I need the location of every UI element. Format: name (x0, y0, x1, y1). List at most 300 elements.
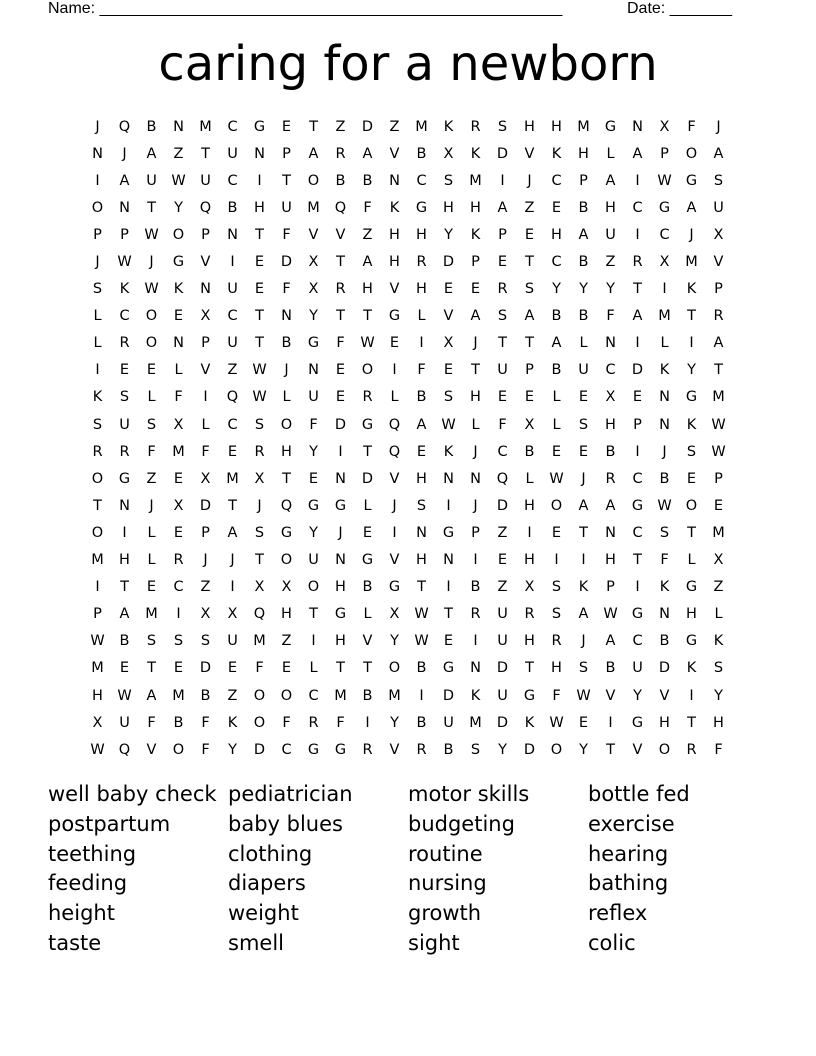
grid-letter[interactable]: J (257, 497, 262, 514)
grid-letter[interactable]: N (92, 145, 103, 162)
grid-letter[interactable]: I (176, 606, 181, 623)
grid-letter[interactable]: I (635, 226, 640, 243)
grid-letter[interactable]: X (200, 308, 211, 325)
grid-letter[interactable]: I (635, 335, 640, 352)
grid-letter[interactable]: M (577, 118, 590, 135)
grid-letter[interactable]: P (606, 579, 615, 596)
grid-letter[interactable]: X (443, 335, 454, 352)
grid-letter[interactable]: A (632, 308, 643, 325)
grid-letter[interactable]: Y (579, 281, 588, 298)
grid-letter[interactable]: G (307, 335, 320, 352)
grid-letter[interactable]: P (201, 335, 210, 352)
grid-letter[interactable]: E (119, 660, 130, 677)
grid-letter[interactable]: G (361, 416, 374, 433)
grid-letter[interactable]: U (308, 552, 319, 569)
grid-letter[interactable]: E (497, 254, 508, 271)
grid-letter[interactable]: T (687, 524, 696, 541)
grid-letter[interactable]: C (281, 741, 292, 758)
grid-letter[interactable]: F (255, 660, 264, 677)
grid-letter[interactable]: U (632, 660, 643, 677)
grid-letter[interactable]: F (282, 281, 291, 298)
grid-letter[interactable]: M (685, 254, 698, 271)
grid-letter[interactable]: K (551, 145, 562, 162)
grid-letter[interactable]: T (255, 308, 264, 325)
grid-letter[interactable]: L (390, 389, 399, 406)
grid-letter[interactable]: V (389, 281, 400, 298)
grid-letter[interactable]: X (92, 714, 103, 731)
grid-letter[interactable]: M (91, 552, 104, 569)
grid-letter[interactable]: C (497, 443, 508, 460)
grid-letter[interactable]: E (254, 281, 265, 298)
grid-letter[interactable]: L (201, 416, 210, 433)
grid-letter[interactable]: F (282, 714, 291, 731)
grid-letter[interactable]: W (549, 470, 564, 487)
grid-letter[interactable]: W (711, 416, 726, 433)
grid-letter[interactable]: T (606, 741, 615, 758)
grid-letter[interactable]: X (308, 254, 319, 271)
grid-letter[interactable]: L (147, 552, 156, 569)
grid-letter[interactable]: F (552, 687, 561, 704)
grid-letter[interactable]: X (659, 118, 670, 135)
grid-letter[interactable]: E (254, 254, 265, 271)
grid-letter[interactable]: B (578, 254, 589, 271)
grid-letter[interactable]: W (360, 335, 375, 352)
grid-letter[interactable]: O (550, 497, 563, 514)
grid-letter[interactable]: S (578, 416, 589, 433)
grid-letter[interactable]: O (91, 199, 104, 216)
grid-letter[interactable]: H (389, 226, 400, 243)
grid-letter[interactable]: H (686, 606, 697, 623)
grid-letter[interactable]: I (446, 579, 451, 596)
grid-letter[interactable]: K (92, 389, 103, 406)
grid-letter[interactable]: R (335, 281, 346, 298)
grid-letter[interactable]: Z (200, 579, 211, 596)
grid-letter[interactable]: B (551, 362, 562, 379)
grid-letter[interactable]: N (659, 389, 670, 406)
grid-letter[interactable]: P (282, 145, 291, 162)
grid-letter[interactable]: I (689, 335, 694, 352)
grid-letter[interactable]: T (309, 606, 318, 623)
grid-letter[interactable]: V (389, 552, 400, 569)
grid-letter[interactable]: H (119, 552, 130, 569)
grid-letter[interactable]: S (524, 281, 535, 298)
grid-letter[interactable]: X (524, 416, 535, 433)
grid-letter[interactable]: D (496, 714, 509, 731)
grid-letter[interactable]: H (470, 389, 481, 406)
grid-letter[interactable]: J (716, 118, 721, 135)
grid-letter[interactable]: K (443, 118, 454, 135)
grid-letter[interactable]: W (549, 714, 564, 731)
grid-letter[interactable]: S (119, 389, 130, 406)
grid-letter[interactable]: T (525, 254, 534, 271)
grid-letter[interactable]: N (173, 335, 184, 352)
grid-letter[interactable]: O (145, 308, 158, 325)
grid-letter[interactable]: D (361, 470, 374, 487)
grid-letter[interactable]: E (443, 362, 454, 379)
grid-letter[interactable]: E (335, 362, 346, 379)
grid-letter[interactable]: I (392, 362, 397, 379)
grid-letter[interactable]: G (631, 606, 644, 623)
grid-letter[interactable]: B (200, 687, 211, 704)
grid-letter[interactable]: Z (281, 633, 292, 650)
grid-letter[interactable]: R (173, 552, 184, 569)
grid-letter[interactable]: S (173, 633, 184, 650)
grid-letter[interactable]: C (632, 633, 643, 650)
grid-letter[interactable]: S (497, 118, 508, 135)
grid-letter[interactable]: T (363, 443, 372, 460)
grid-letter[interactable]: E (119, 362, 130, 379)
grid-letter[interactable]: A (497, 199, 508, 216)
grid-letter[interactable]: I (338, 443, 343, 460)
grid-letter[interactable]: O (550, 741, 563, 758)
grid-letter[interactable]: H (524, 633, 535, 650)
grid-letter[interactable]: F (336, 714, 345, 731)
grid-letter[interactable]: B (119, 633, 130, 650)
grid-letter[interactable]: V (389, 145, 400, 162)
grid-letter[interactable]: J (392, 497, 397, 514)
grid-letter[interactable]: H (335, 579, 346, 596)
grid-letter[interactable]: T (147, 199, 156, 216)
grid-letter[interactable]: I (365, 714, 370, 731)
grid-letter[interactable]: L (147, 524, 156, 541)
grid-letter[interactable]: E (281, 660, 292, 677)
grid-letter[interactable]: O (253, 714, 266, 731)
grid-letter[interactable]: J (230, 552, 235, 569)
grid-letter[interactable]: O (307, 579, 320, 596)
grid-letter[interactable]: W (90, 741, 105, 758)
grid-letter[interactable]: X (254, 470, 265, 487)
grid-letter[interactable]: F (309, 416, 318, 433)
grid-letter[interactable]: V (335, 226, 346, 243)
grid-letter[interactable]: R (470, 606, 481, 623)
grid-letter[interactable]: Z (335, 118, 346, 135)
grid-letter[interactable]: G (388, 308, 401, 325)
grid-letter[interactable]: E (227, 660, 238, 677)
grid-letter[interactable]: Q (118, 118, 131, 135)
grid-letter[interactable]: R (119, 443, 130, 460)
grid-letter[interactable]: X (605, 389, 616, 406)
grid-letter[interactable]: V (146, 741, 157, 758)
grid-letter[interactable]: K (713, 633, 724, 650)
grid-letter[interactable]: E (173, 308, 184, 325)
grid-letter[interactable]: I (95, 362, 100, 379)
grid-letter[interactable]: E (578, 714, 589, 731)
grid-letter[interactable]: X (281, 579, 292, 596)
grid-letter[interactable]: L (714, 606, 723, 623)
grid-letter[interactable]: E (416, 443, 427, 460)
grid-letter[interactable]: B (416, 714, 427, 731)
grid-letter[interactable]: S (443, 172, 454, 189)
grid-letter[interactable]: L (687, 552, 696, 569)
grid-letter[interactable]: O (253, 687, 266, 704)
grid-letter[interactable]: Z (227, 362, 238, 379)
grid-letter[interactable]: T (579, 524, 588, 541)
grid-letter[interactable]: C (227, 308, 238, 325)
grid-letter[interactable]: Z (605, 254, 616, 271)
grid-letter[interactable]: A (605, 172, 616, 189)
grid-letter[interactable]: B (416, 660, 427, 677)
name-field-label[interactable]: Name: ____________________________________________________ (48, 0, 563, 17)
grid-letter[interactable]: Z (362, 226, 373, 243)
grid-letter[interactable]: L (309, 660, 318, 677)
grid-letter[interactable]: D (442, 254, 455, 271)
grid-letter[interactable]: T (282, 172, 291, 189)
grid-letter[interactable]: E (497, 389, 508, 406)
grid-letter[interactable]: I (473, 633, 478, 650)
grid-letter[interactable]: H (551, 118, 562, 135)
grid-letter[interactable]: O (658, 741, 671, 758)
grid-letter[interactable]: G (685, 172, 698, 189)
grid-letter[interactable]: G (631, 497, 644, 514)
grid-letter[interactable]: X (200, 470, 211, 487)
grid-letter[interactable]: K (389, 199, 400, 216)
grid-letter[interactable]: T (471, 362, 480, 379)
grid-letter[interactable]: H (578, 145, 589, 162)
grid-letter[interactable]: J (95, 254, 100, 271)
grid-letter[interactable]: K (119, 281, 130, 298)
grid-letter[interactable]: U (200, 172, 211, 189)
grid-letter[interactable]: A (551, 335, 562, 352)
grid-letter[interactable]: U (146, 172, 157, 189)
grid-letter[interactable]: A (605, 633, 616, 650)
grid-letter[interactable]: P (93, 606, 102, 623)
grid-letter[interactable]: L (93, 308, 102, 325)
grid-letter[interactable]: N (605, 524, 616, 541)
grid-letter[interactable]: S (146, 633, 157, 650)
grid-letter[interactable]: E (551, 524, 562, 541)
grid-letter[interactable]: E (497, 552, 508, 569)
grid-letter[interactable]: B (470, 579, 481, 596)
grid-letter[interactable]: H (416, 281, 427, 298)
grid-letter[interactable]: V (200, 254, 211, 271)
grid-letter[interactable]: K (659, 579, 670, 596)
grid-letter[interactable]: J (527, 172, 532, 189)
grid-letter[interactable]: T (633, 552, 642, 569)
grid-letter[interactable]: V (200, 362, 211, 379)
grid-letter[interactable]: G (685, 633, 698, 650)
grid-letter[interactable]: N (254, 145, 265, 162)
grid-letter[interactable]: A (119, 172, 130, 189)
grid-letter[interactable]: I (392, 524, 397, 541)
grid-letter[interactable]: H (713, 714, 724, 731)
grid-letter[interactable]: B (551, 308, 562, 325)
grid-letter[interactable]: B (416, 389, 427, 406)
grid-letter[interactable]: A (605, 497, 616, 514)
grid-letter[interactable]: D (199, 660, 212, 677)
grid-letter[interactable]: J (662, 443, 667, 460)
grid-letter[interactable]: V (605, 687, 616, 704)
grid-letter[interactable]: L (660, 335, 669, 352)
grid-letter[interactable]: K (524, 714, 535, 731)
grid-letter[interactable]: G (523, 687, 536, 704)
grid-letter[interactable]: N (173, 118, 184, 135)
grid-letter[interactable]: V (713, 254, 724, 271)
grid-letter[interactable]: P (498, 226, 507, 243)
grid-letter[interactable]: I (95, 579, 100, 596)
grid-letter[interactable]: T (309, 118, 318, 135)
grid-letter[interactable]: W (414, 606, 429, 623)
grid-letter[interactable]: E (551, 199, 562, 216)
grid-letter[interactable]: T (525, 335, 534, 352)
grid-letter[interactable]: I (257, 172, 262, 189)
grid-letter[interactable]: S (713, 172, 724, 189)
grid-letter[interactable]: I (500, 172, 505, 189)
grid-letter[interactable]: U (713, 199, 724, 216)
grid-letter[interactable]: C (632, 199, 643, 216)
grid-letter[interactable]: L (417, 308, 426, 325)
grid-letter[interactable]: I (608, 714, 613, 731)
grid-letter[interactable]: C (605, 362, 616, 379)
grid-letter[interactable]: B (578, 199, 589, 216)
grid-letter[interactable]: T (444, 606, 453, 623)
grid-letter[interactable]: L (174, 362, 183, 379)
grid-letter[interactable]: E (443, 633, 454, 650)
grid-letter[interactable]: V (308, 226, 319, 243)
grid-letter[interactable]: O (172, 741, 185, 758)
grid-letter[interactable]: B (524, 443, 535, 460)
grid-letter[interactable]: N (389, 172, 400, 189)
grid-letter[interactable]: S (200, 633, 211, 650)
grid-letter[interactable]: K (443, 443, 454, 460)
grid-letter[interactable]: I (635, 579, 640, 596)
grid-letter[interactable]: F (336, 335, 345, 352)
grid-letter[interactable]: G (685, 389, 698, 406)
grid-letter[interactable]: Z (146, 470, 157, 487)
grid-letter[interactable]: M (469, 172, 482, 189)
grid-letter[interactable]: M (388, 687, 401, 704)
grid-letter[interactable]: H (416, 552, 427, 569)
grid-letter[interactable]: F (201, 443, 210, 460)
grid-letter[interactable]: L (471, 416, 480, 433)
grid-letter[interactable]: Q (118, 741, 131, 758)
grid-letter[interactable]: T (687, 714, 696, 731)
grid-letter[interactable]: R (416, 254, 427, 271)
grid-letter[interactable]: E (173, 470, 184, 487)
grid-letter[interactable]: X (254, 579, 265, 596)
grid-letter[interactable]: O (172, 226, 185, 243)
grid-letter[interactable]: H (416, 226, 427, 243)
grid-letter[interactable]: Y (714, 687, 723, 704)
grid-letter[interactable]: J (473, 497, 478, 514)
grid-letter[interactable]: W (711, 443, 726, 460)
grid-letter[interactable]: U (443, 714, 454, 731)
grid-letter[interactable]: M (253, 633, 266, 650)
grid-letter[interactable]: Q (253, 606, 266, 623)
grid-letter[interactable]: D (199, 497, 212, 514)
grid-letter[interactable]: R (335, 145, 346, 162)
grid-letter[interactable]: Z (524, 199, 535, 216)
grid-letter[interactable]: X (173, 416, 184, 433)
grid-letter[interactable]: S (146, 416, 157, 433)
grid-letter[interactable]: O (307, 172, 320, 189)
date-field-label[interactable]: Date: _______ (627, 0, 732, 17)
grid-letter[interactable]: G (334, 606, 347, 623)
grid-letter[interactable]: K (470, 226, 481, 243)
grid-letter[interactable]: J (203, 552, 208, 569)
grid-letter[interactable]: V (524, 145, 535, 162)
grid-letter[interactable]: T (714, 362, 723, 379)
grid-letter[interactable]: O (91, 470, 104, 487)
grid-letter[interactable]: J (581, 633, 586, 650)
grid-letter[interactable]: J (689, 226, 694, 243)
grid-letter[interactable]: L (93, 335, 102, 352)
grid-letter[interactable]: L (525, 470, 534, 487)
grid-letter[interactable]: T (147, 660, 156, 677)
grid-letter[interactable]: U (119, 714, 130, 731)
grid-letter[interactable]: E (173, 660, 184, 677)
grid-letter[interactable]: C (632, 524, 643, 541)
grid-letter[interactable]: E (173, 524, 184, 541)
grid-letter[interactable]: X (308, 281, 319, 298)
grid-letter[interactable]: Y (309, 524, 318, 541)
grid-letter[interactable]: K (578, 579, 589, 596)
grid-letter[interactable]: W (252, 389, 267, 406)
grid-letter[interactable]: W (657, 172, 672, 189)
grid-letter[interactable]: P (201, 226, 210, 243)
grid-letter[interactable]: Y (606, 281, 615, 298)
grid-letter[interactable]: N (659, 606, 670, 623)
grid-letter[interactable]: I (662, 281, 667, 298)
grid-letter[interactable]: V (389, 470, 400, 487)
grid-letter[interactable]: Q (388, 416, 401, 433)
grid-letter[interactable]: V (389, 741, 400, 758)
grid-letter[interactable]: W (117, 254, 132, 271)
grid-letter[interactable]: Q (388, 443, 401, 460)
grid-letter[interactable]: I (446, 497, 451, 514)
grid-letter[interactable]: Q (280, 497, 293, 514)
grid-letter[interactable]: T (336, 308, 345, 325)
grid-letter[interactable]: R (362, 389, 373, 406)
grid-letter[interactable]: M (226, 470, 239, 487)
grid-letter[interactable]: B (605, 443, 616, 460)
grid-letter[interactable]: E (551, 443, 562, 460)
grid-letter[interactable]: O (145, 335, 158, 352)
grid-letter[interactable]: F (147, 714, 156, 731)
grid-letter[interactable]: T (363, 660, 372, 677)
grid-letter[interactable]: B (659, 633, 670, 650)
grid-letter[interactable]: D (496, 660, 509, 677)
grid-letter[interactable]: K (470, 687, 481, 704)
grid-letter[interactable]: X (389, 606, 400, 623)
grid-letter[interactable]: F (174, 389, 183, 406)
grid-letter[interactable]: N (335, 470, 346, 487)
grid-letter[interactable]: I (122, 524, 127, 541)
grid-letter[interactable]: J (149, 497, 154, 514)
grid-letter[interactable]: O (685, 497, 698, 514)
grid-letter[interactable]: C (551, 172, 562, 189)
grid-letter[interactable]: S (254, 416, 265, 433)
grid-letter[interactable]: U (119, 416, 130, 433)
grid-letter[interactable]: M (307, 199, 320, 216)
grid-letter[interactable]: U (497, 362, 508, 379)
grid-letter[interactable]: I (635, 443, 640, 460)
grid-letter[interactable]: M (172, 443, 185, 460)
grid-letter[interactable]: Q (199, 199, 212, 216)
grid-letter[interactable]: N (416, 524, 427, 541)
grid-letter[interactable]: E (308, 470, 319, 487)
grid-letter[interactable]: E (578, 443, 589, 460)
grid-letter[interactable]: W (117, 687, 132, 704)
grid-letter[interactable]: M (658, 308, 671, 325)
grid-letter[interactable]: N (470, 470, 481, 487)
grid-letter[interactable]: R (308, 714, 319, 731)
grid-letter[interactable]: R (551, 633, 562, 650)
grid-letter[interactable]: Y (309, 443, 318, 460)
grid-letter[interactable]: N (470, 660, 481, 677)
grid-letter[interactable]: W (657, 497, 672, 514)
grid-letter[interactable]: I (554, 552, 559, 569)
grid-letter[interactable]: E (281, 118, 292, 135)
